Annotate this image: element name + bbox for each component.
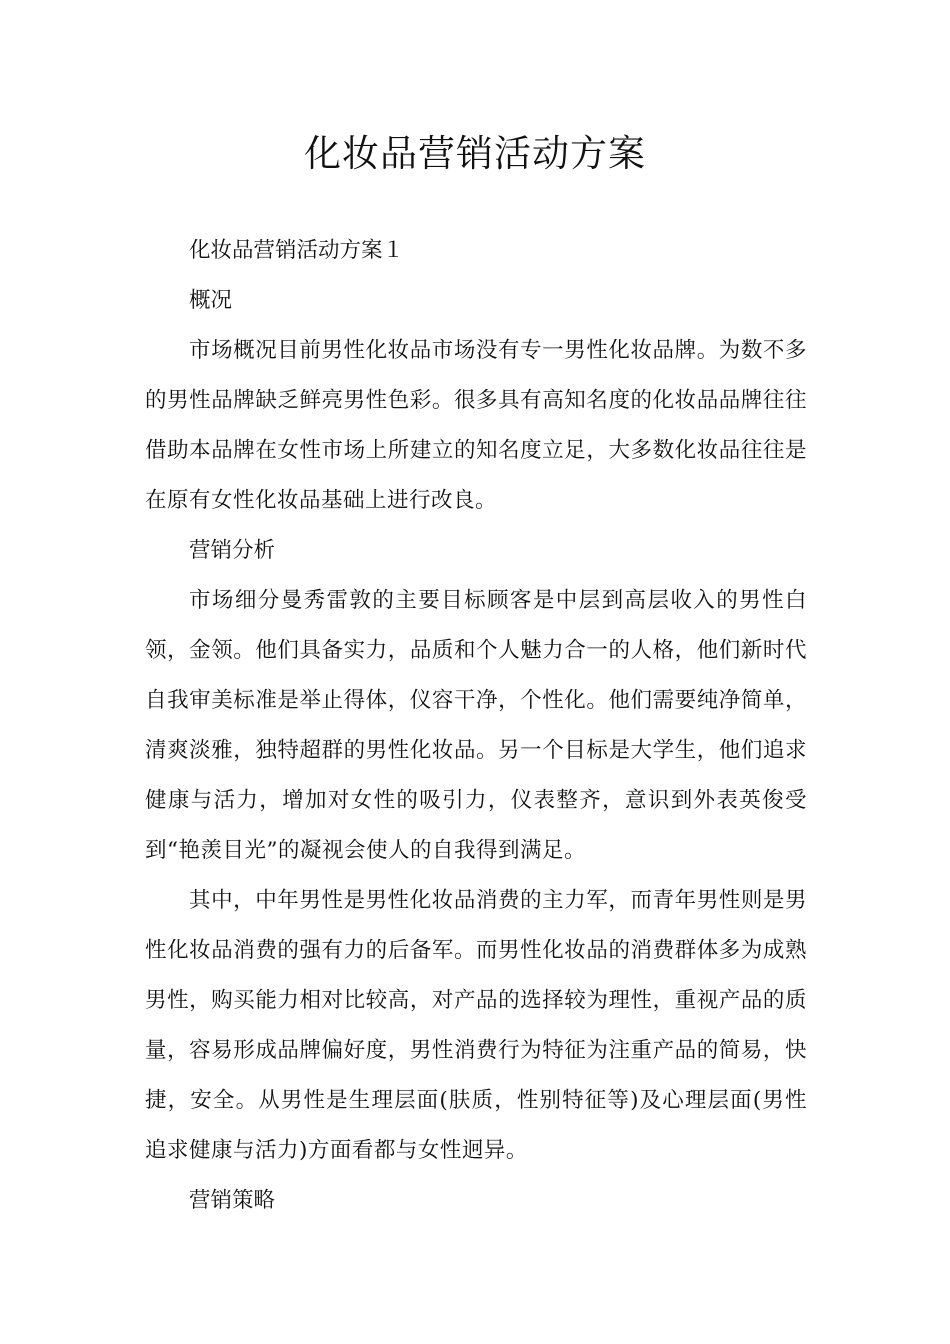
- document-title: 化妆品营销活动方案: [304, 132, 646, 175]
- document-body: [145, 226, 807, 1226]
- paragraph-market-overview: 市场概况目前男性化妆品市场没有专一男性化妆品牌。为数不多的男性品牌缺乏鲜亮男性色彩。很多具有高知名度的化妆品品牌往往借助本品牌在女性市场上所建立的知名度立足，大多数化妆品往往是在原有女性化妆品基础上进行改良。: [145, 338, 807, 513]
- paragraph-consumer-groups: 其中，中年男性是男性化妆品消费的主力军，而青年男性则是男性化妆品消费的强有力的后备军。而男性化妆品的消费群体多为成熟男性，购买能力相对比较高，对产品的选择较为理性，重视产品的质量，容易形成品牌偏好度，男性消费行为特征为注重产品的简易，快捷，安全。从男性是生理层面(肤质，性别特征等)及心理层面(男性追求健康与活力)方面看都与女性迥异。: [145, 888, 807, 1163]
- paragraph-market-segmentation: 市场细分曼秀雷敦的主要目标顾客是中层到高层收入的男性白领，金领。他们具备实力，品质和个人魅力合一的人格，他们新时代自我审美标准是举止得体，仪容干净，个性化。他们需要纯净简单，清爽淡雅，独特超群的男性化妆品。另一个目标是大学生，他们追求健康与活力，增加对女性的吸引力，仪表整齐，意识到外表英俊受到“艳羡目光”的凝视会使人的自我得到满足。: [145, 588, 807, 863]
- heading-overview: 概况: [189, 288, 233, 313]
- heading-marketing-analysis: 营销分析: [189, 538, 276, 563]
- section-title: 化妆品营销活动方案１: [189, 238, 405, 263]
- heading-marketing-strategy: 营销策略: [189, 1188, 276, 1213]
